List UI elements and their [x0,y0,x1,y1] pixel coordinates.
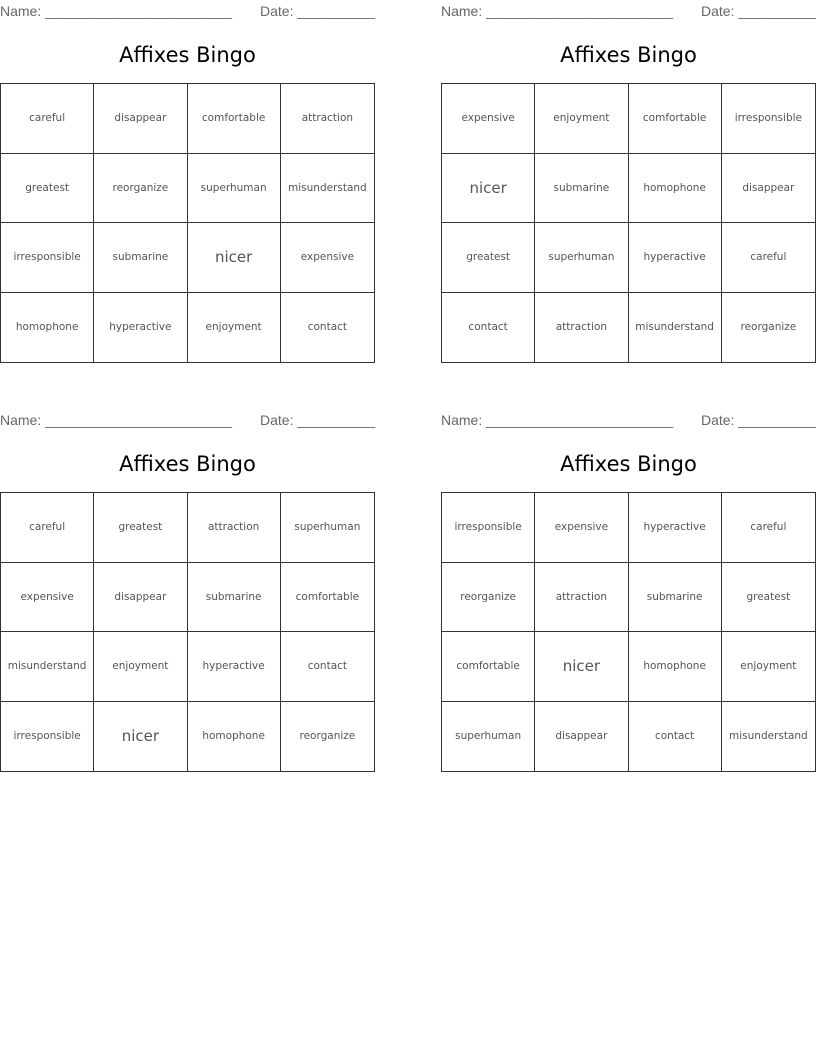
bingo-cell: careful [722,493,815,563]
bingo-cell: hyperactive [94,293,187,363]
bingo-cell: greatest [442,223,535,293]
bingo-cell: contact [307,321,348,334]
bingo-cell: misunderstand [729,730,808,743]
bingo-cell: expensive [442,84,535,154]
bingo-cell: greatest [1,154,94,224]
bingo-cell: reorganize [299,730,356,743]
bingo-cell: irresponsible [442,493,535,563]
name-field-label: Name: ________________________ [441,412,673,428]
bingo-cell: expensive [281,223,374,293]
bingo-cell: enjoyment [722,632,815,702]
bingo-cell: hyperactive [629,493,722,563]
bingo-cell: homophone [629,154,722,224]
bingo-cell: hyperactive [629,223,722,293]
bingo-cell: irresponsible [722,84,815,154]
bingo-cell: homophone [1,293,94,363]
bingo-card-4 [441,409,816,774]
bingo-cell: greatest [94,493,187,563]
bingo-grid [0,83,375,363]
bingo-cell: superhuman [442,702,535,772]
bingo-cell: superhuman [535,223,628,293]
bingo-cell: irresponsible [1,702,94,772]
bingo-cell: disappear [94,563,187,633]
bingo-card-1 [0,0,375,365]
bingo-cell: superhuman [281,493,374,563]
bingo-cell: comfortable [188,84,281,154]
bingo-cell: nicer [188,223,281,293]
name-field-label: Name: ________________________ [0,412,232,428]
name-field-label: Name: ________________________ [441,3,673,19]
bingo-cell: superhuman [188,154,281,224]
name-field-label: Name: ________________________ [0,3,232,19]
bingo-cell: enjoyment [535,84,628,154]
bingo-cell: contact [281,632,374,702]
bingo-cell: homophone [188,702,281,772]
card-title: Affixes Bingo [119,452,256,476]
bingo-cell: submarine [629,563,722,633]
bingo-cell: careful [722,223,815,293]
bingo-cell: enjoyment [188,293,281,363]
date-field-label: Date: __________ [701,412,816,428]
bingo-cell: comfortable [629,84,722,154]
bingo-cell: irresponsible [1,223,94,293]
card-title: Affixes Bingo [119,43,256,67]
bingo-cell: homophone [629,632,722,702]
bingo-card-3 [0,409,375,774]
bingo-cell: submarine [94,223,187,293]
bingo-grid [0,492,375,772]
bingo-cell: contact [442,293,535,363]
bingo-cell: careful [1,84,94,154]
bingo-cell: attraction [188,493,281,563]
bingo-cell: nicer [94,702,187,772]
bingo-cell: disappear [94,84,187,154]
bingo-cell: comfortable [442,632,535,702]
bingo-cell: misunderstand [281,154,374,224]
bingo-cell: reorganize [94,154,187,224]
card-title: Affixes Bingo [560,452,697,476]
bingo-cell: disappear [722,154,815,224]
bingo-cell: expensive [535,493,628,563]
bingo-cell: submarine [535,154,628,224]
bingo-grid [441,83,816,363]
bingo-cell: hyperactive [188,632,281,702]
bingo-grid [441,492,816,772]
bingo-cell: attraction [281,84,374,154]
date-field-label: Date: __________ [701,3,816,19]
bingo-cell: reorganize [442,563,535,633]
bingo-cell: attraction [535,293,628,363]
card-title: Affixes Bingo [560,43,697,67]
bingo-card-2 [441,0,816,365]
bingo-cell: contact [629,702,722,772]
bingo-cell: nicer [442,154,535,224]
date-field-label: Date: __________ [260,3,376,19]
bingo-cell: greatest [722,563,815,633]
bingo-cell: comfortable [281,563,374,633]
bingo-cell: misunderstand [1,632,94,702]
bingo-cell: misunderstand [629,293,722,363]
bingo-cell: nicer [535,632,628,702]
bingo-cell: attraction [535,563,628,633]
date-field-label: Date: __________ [260,412,376,428]
bingo-cell: submarine [188,563,281,633]
bingo-cell: careful [1,493,94,563]
bingo-cell: reorganize [740,321,797,334]
bingo-cell: enjoyment [94,632,187,702]
bingo-cell: expensive [1,563,94,633]
bingo-cell: disappear [535,702,628,772]
